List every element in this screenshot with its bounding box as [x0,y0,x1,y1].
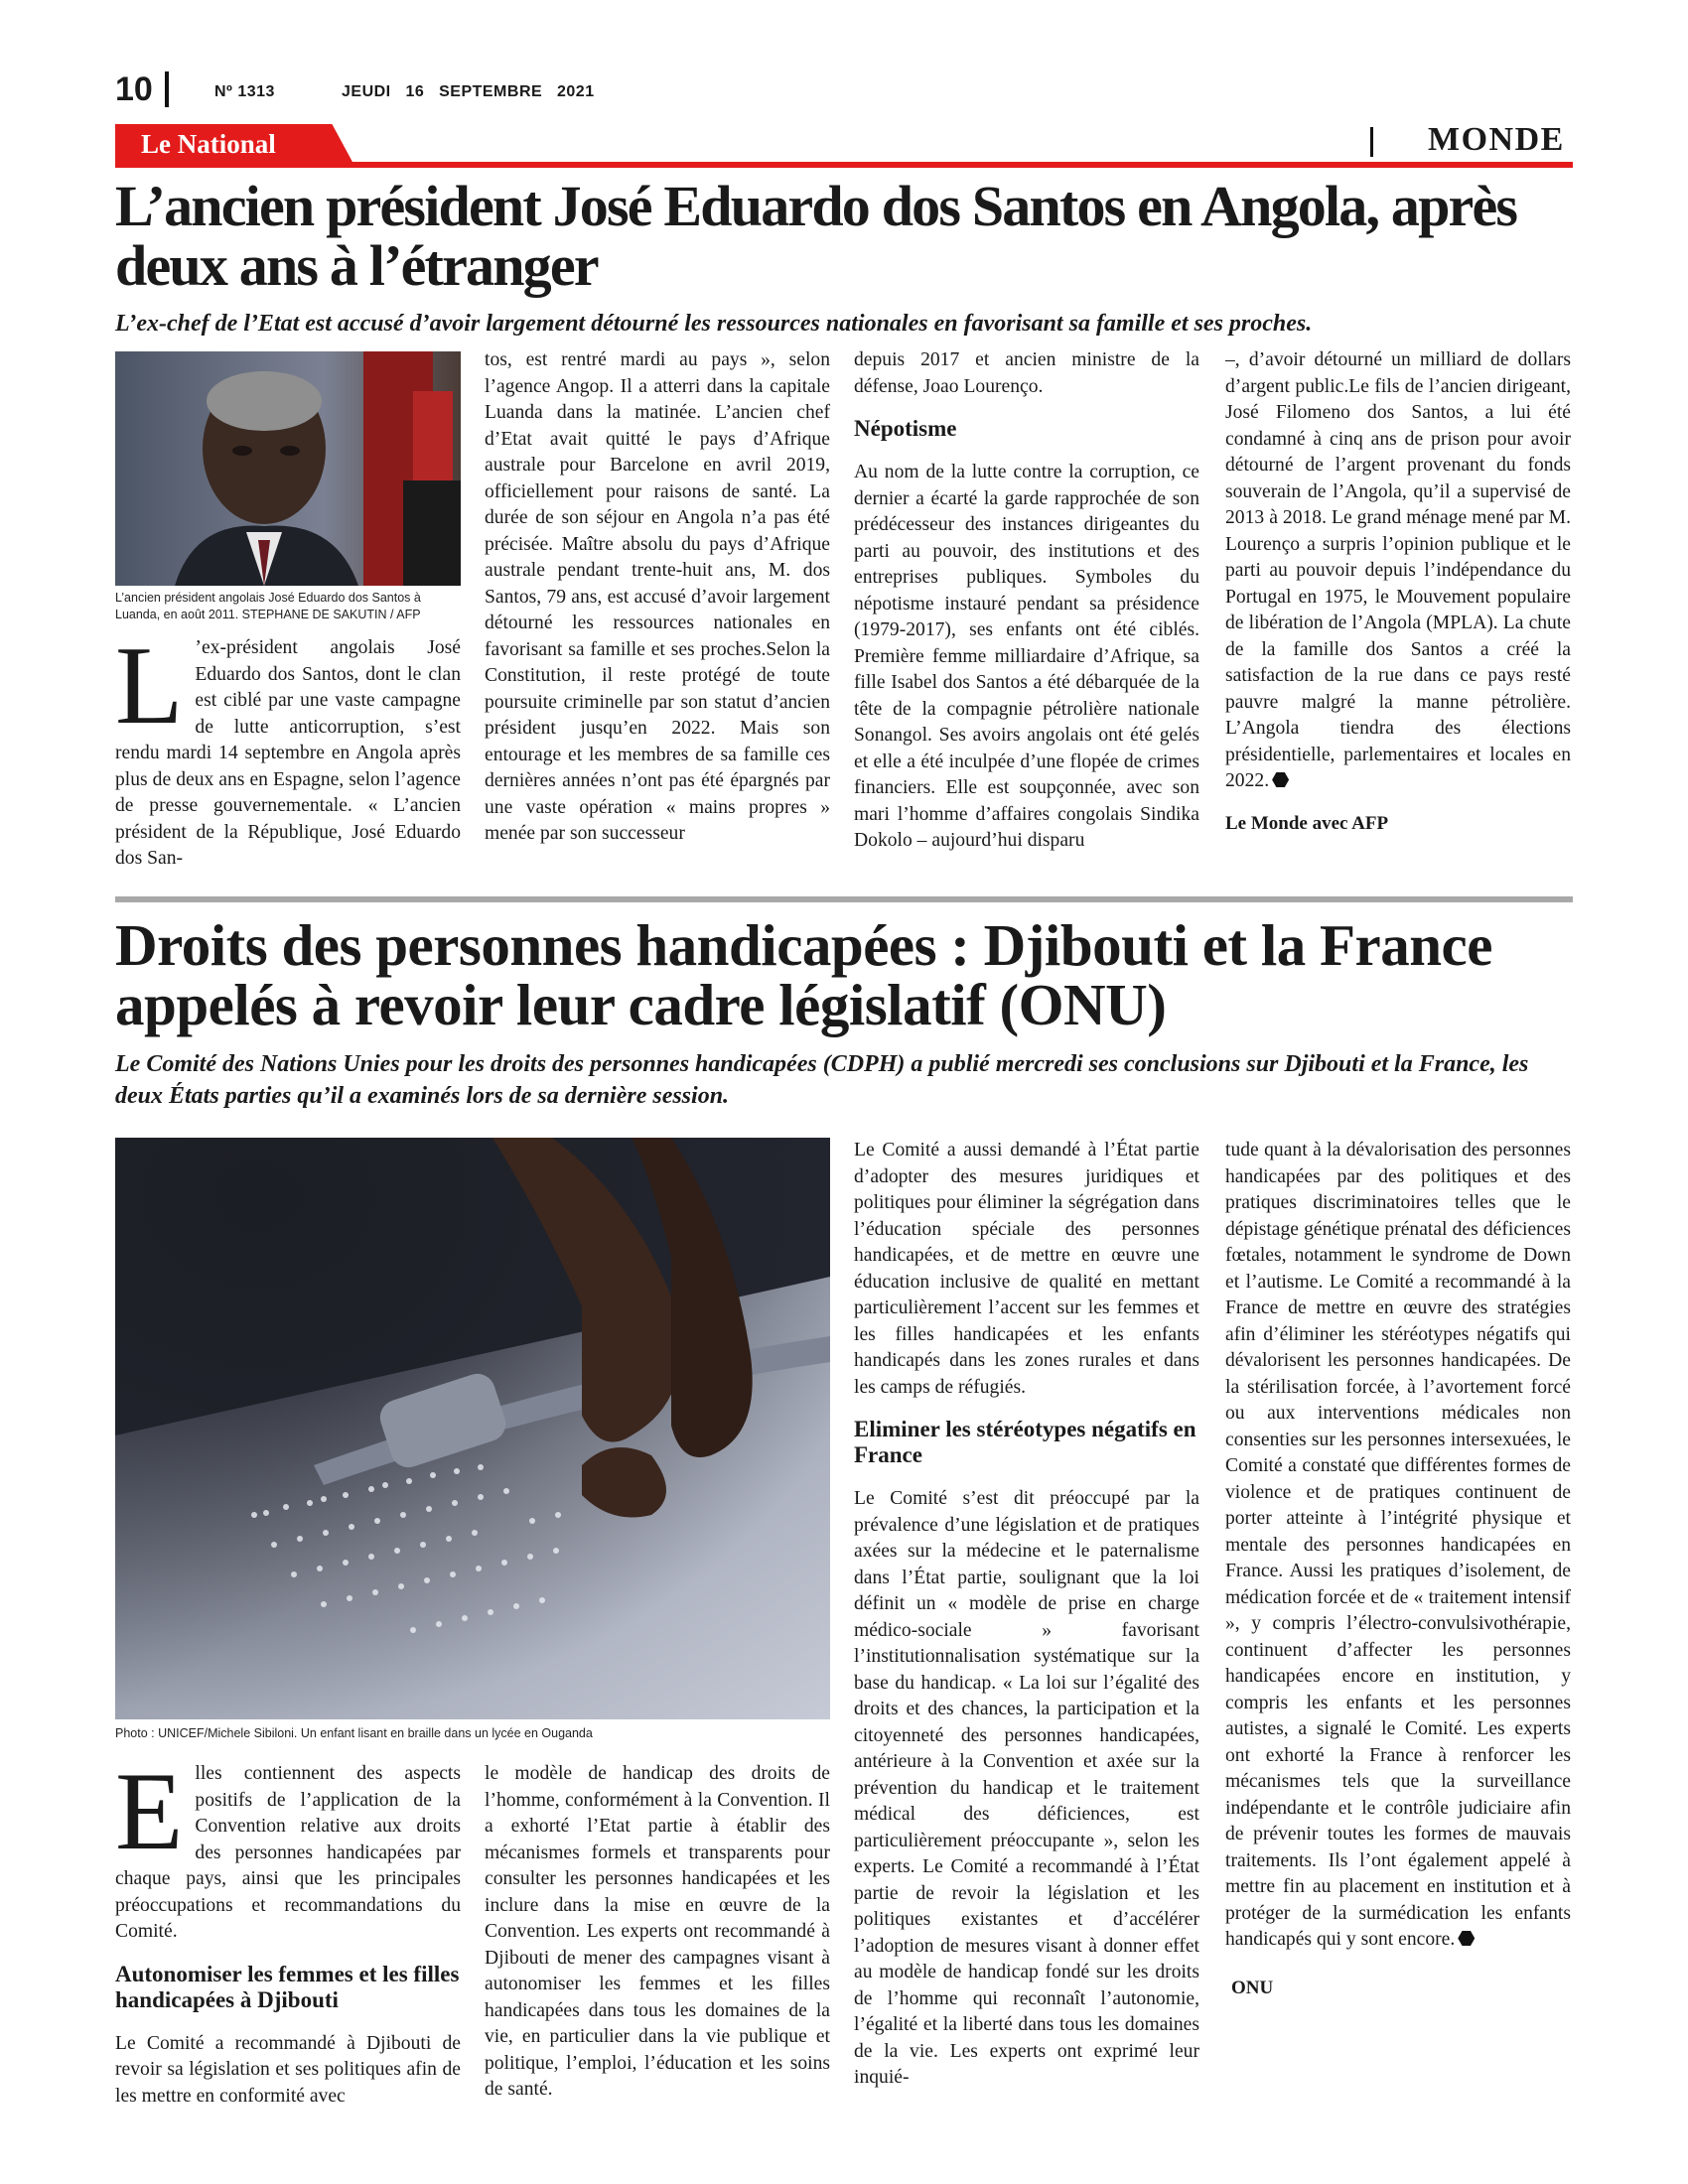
article2-col2-text: le modèle de handicap des droits de l’homme, conformément à la Convention. Il a exhorté l’Etat partie à établir des mécanismes formels et transparents pour consulter les personnes handicapées et les inclure dans la mise en œuvre de la Convention. Les experts ont recommandé à Djibouti de mener des campagnes visant à autonomiser les femmes et les filles handicapées dans tous les domaines de la vie, en particulier dans la vie publique et politique, l’emploi, l’éducation et les soins de santé. [485,1763,830,2100]
article2-subhead-france: Eliminer les stéréotypes négatifs en France [854,1417,1196,1467]
article2-column-2 [485,1761,830,2104]
article2-headline: Droits des personnes handicapées : Djibouti et la France appelés à revoir leur cadre législatif (ONU) [115,912,1492,1037]
article2-column-1 [115,1750,461,2110]
brand-logo: Le National [141,129,276,159]
end-of-article-icon [1458,1931,1475,1946]
article2-credit: ONU [1231,1977,1274,1998]
end-of-article-icon [1272,772,1289,787]
article2-col1-text2: Le Comité a recommandé à Djibouti de revoir sa législation et ses politiques afin de les mettre en conformité avec [115,2032,461,2107]
article1-col1-text: ’ex-président angolais José Eduardo dos Santos, dont le clan est ciblé par une vaste campagne de lutte anticorruption, s’est rendu mardi 14 septembre en Angola après plus de deux ans en Espagne, selon l’agence de presse gouvernementale. « L’ancien président de la République, José Eduardo dos San- [115,637,461,869]
article2-col3-text: Le Comité a aussi demandé à l’État partie d’adopter des mesures juridiques et politiques pour éliminer la ségrégation dans l’éducation spéciale des personnes handicapées, et de mettre en œuvre une éducation inclusive de qualité en mettant particulièrement l’accent sur les femmes et les filles handicapées et les enfants handicapés dans les zones rurales et dans les camps de réfugiés. [854,1140,1199,1398]
page-number: 10 [115,70,153,108]
article1-col4-text: –, d’avoir détourné un milliard de dollars d’argent public.Le fils de l’ancien dirigeant, José Filomeno dos Santos, a lui été condamné à cinq ans de prison pour avoir détourné de l’argent provenant du fonds souverain de l’Angola, qu’il a supervisé de 2013 à 2018. Le grand ménage mené par M. Lourenço a surpris l’opinion publique et le parti au pouvoir depuis l’indépendance du Portugal en 1975, le Mouvement populaire de libération de l’Angola (MPLA). La chute de la famille dos Santos a créé la satisfaction de la rue dans ce pays resté pauvre malgré la manne pétrolière. L’Angola tiendra des élections présidentielle, parlementaires et locales en 2022. [1225,349,1571,791]
braille-illustration [115,1138,830,1719]
article1-photo [115,351,461,586]
article1-column-3 [854,347,1199,855]
article2-column-4 [1225,1138,1571,2001]
article2-col3-text2: Le Comité s’est dit préoccupé par la prévalence d’une législation et de pratiques axées sur la médecine et le paternalisme dans l’État partie, soulignant que la loi définit un « modèle de prise en charge médico-sociale » favorisant l’institutionnalisation systématique sur la base du handicap. « La loi sur l’égalité des droits et des chances, la participation et la citoyenneté des personnes handicapées, antérieure à la Convention et axée sur la prévention du handicap et le traitement médical des déficiences, est particulièrement préoccupante », selon les experts. Le Comité a recommandé à l’État partie de revoir la législation et les politiques existantes et d’accélérer l’adoption de mesures visant à donner effet au modèle de handicap fondé sur les droits de l’homme qui reconnaît l’autonomie, l’égalité et la liberté dans tous les domaines de la vie. Les experts ont exprimé leur inquié- [854,1488,1199,2088]
article1-col3-text: Au nom de la lutte contre la corruption, ce dernier a écarté la garde rapprochée de son prédécesseur des instances dirigeantes du parti au pouvoir, des institutions et des entreprises publiques. Symboles du népotisme instauré pendant sa présidence (1979-2017), ses enfants ont été ciblés. Première femme milliardaire d’Afrique, sa fille Isabel dos Santos a été débarquée de la tête de la compagnie pétrolière nationale Sonangol. Ses avoirs angolais ont été gelés et elle a été inculpée d’une flopée de crimes financiers. Elle est soupçonnée, avec son mari l’homme d’affaires congolais Sindika Dokolo – aujourd’hui disparu [854,462,1199,851]
article1-column-1 [115,624,461,873]
article1-standfirst: L’ex-chef de l’Etat est accusé d’avoir largement détourné les ressources nationales en favorisant sa famille et ses proches. [115,311,1313,337]
header-rule [115,162,1573,168]
article1-photo-caption: L’ancien président angolais José Eduardo dos Santos à Luanda, en août 2011. STEPHANE DE SAKUTIN / AFP [115,591,421,621]
header-separator [165,71,169,107]
article1-subhead: Népotisme [854,416,957,441]
article2-subhead-djibouti: Autonomiser les femmes et les filles handicapées à Djibouti [115,1961,460,2012]
article2-dropcap: E [115,1750,184,1873]
article-divider [115,896,1573,902]
issue-date: JEUDI 16 SEPTEMBRE 2021 [342,83,595,100]
section-separator [1370,127,1373,157]
article1-column-2 [485,347,830,848]
article2-column-3 [854,1138,1199,2092]
article1-col2-text: tos, est rentré mardi au pays », selon l’agence Angop. Il a atterri dans la capitale Luanda dans la matinée. L’ancien chef d’Etat avait quitté le pays d’Afrique australe pour Barcelone en avril 2019, officiellement pour raisons de santé. La durée de son séjour en Angola n’a pas été précisée. Maître absolu du pays d’Afrique australe pendant trente-huit ans, M. dos Santos, 79 ans, est accusé d’avoir largement détourné les ressources nationales en favorisant sa famille et ses proches.Selon la Constitution, il reste protégé de toute poursuite criminelle par son statut d’ancien président jusqu’en 2022. Mais son entourage et les membres de sa famille ces dernières années n’ont pas été épargnés par une vaste opération « mains propres » menée par son successeur [485,349,830,844]
article1-column-4 [1225,347,1571,837]
article2-col4-text: tude quant à la dévalorisation des personnes handicapées par des politiques et des pratiques discriminatoires telles que le dépistage génétique prénatal des déficiences fœtales, notamment le syndrome de Down et l’autisme. Le Comité a recommandé à la France de mettre en œuvre des stratégies afin d’éliminer les stéréotypes négatifs qui dévalorisent les personnes handicapées. De la stérilisation forcée, à l’avortement forcé ou aux interventions médicales non consenties sur les personnes intersexuées, le Comité a constaté que différentes formes de violence et de pratiques continuent de porter atteinte à l’intégrité physique et mentale des personnes handicapées en France. Aussi les pratiques d’isolement, de médication forcée et de « traitement intensif », y compris l’électro-convulsivothérapie, continuent d’affecter les personnes handicapées encore en institution, y compris les enfants et les personnes autistes, a signalé le Comité. Les experts ont exhorté la France à renforcer les mécanismes tels que la surveillance indépendante et le contrôle judiciaire afin de prévenir toutes les formes de mauvais traitements. Ils l’ont également appelé à mettre fin au placement en institution et à protéger de la surmédication les enfants handicapés qui y sont encore. [1225,1140,1571,1950]
article2-photo [115,1138,830,1719]
article1-headline: L’ancien président José Eduardo dos Santos en Angola, après deux ans à l’étranger [115,174,1517,298]
article2-photo-caption: Photo : UNICEF/Michele Sibiloni. Un enfant lisant en braille dans un lycée en Ouganda [115,1726,593,1740]
portrait-illustration [115,351,461,586]
issue-number: Nº 1313 [214,83,275,100]
article1-credit: Le Monde avec AFP [1225,812,1389,834]
article1-col3-intro: depuis 2017 et ancien ministre de la défense, Joao Lourenço. [854,349,1199,397]
article2-standfirst: Le Comité des Nations Unies pour les droits des personnes handicapées (CDPH) a publié mercredi ses conclusions sur Djibouti et la France, les deux États parties qu’il a examinés lors de sa dernière session. [115,1051,1529,1109]
article1-dropcap: L [115,624,184,748]
section-label: MONDE [1428,121,1565,158]
article2-col1-text: lles contiennent des aspects positifs de l’application de la Convention relative aux droits des personnes handicapées par chaque pays, ainsi que les principales préoccupations et recommandations du Comité. [115,1763,461,1942]
